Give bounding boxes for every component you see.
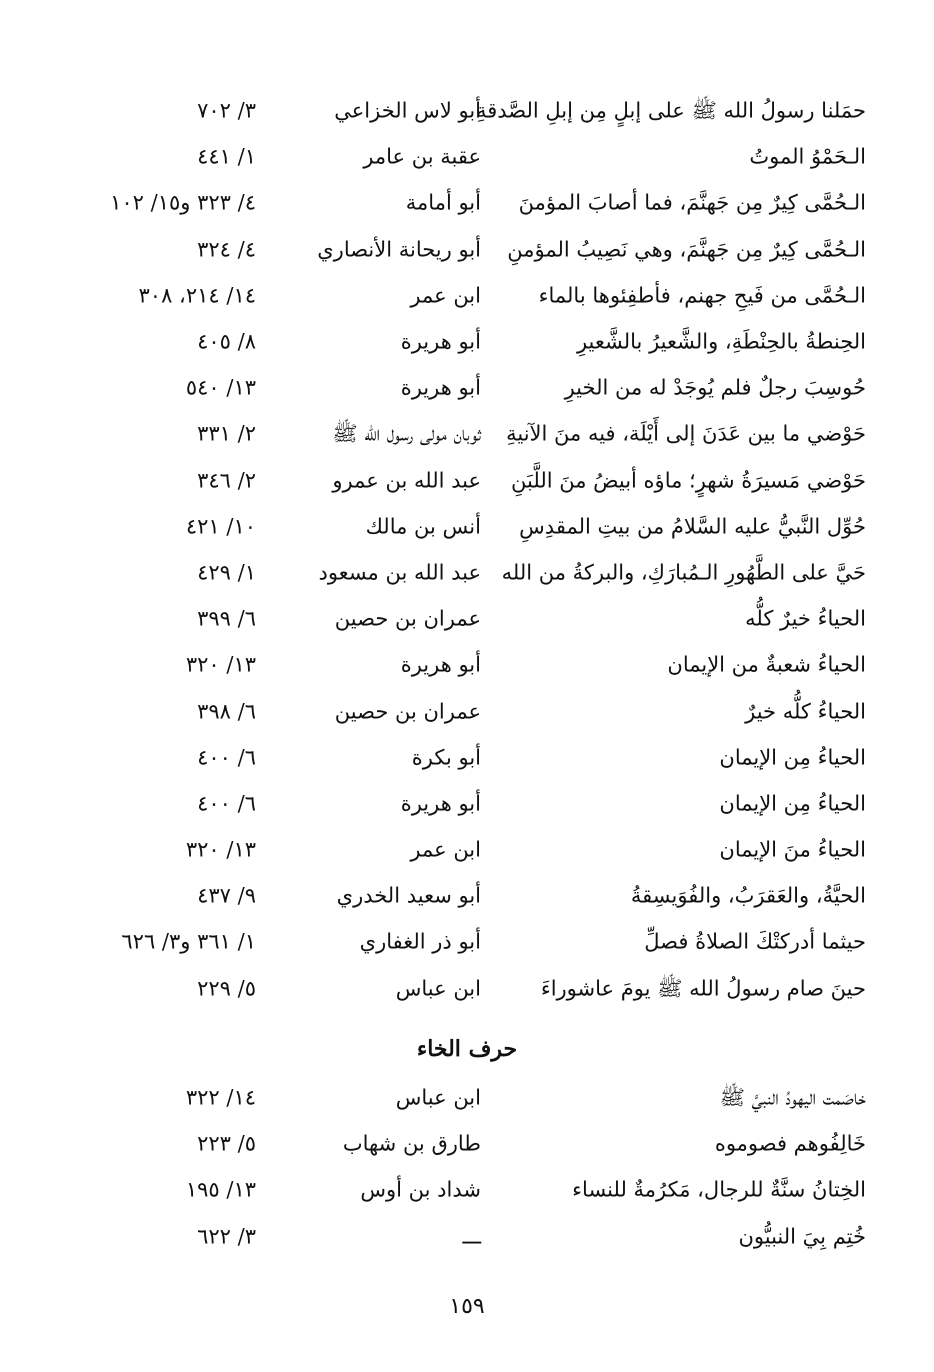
narrator-name: أبو هريرة [400,375,481,400]
volume-page-ref: ١/ ٤٢٩ [197,560,256,585]
section-heading: حرف الخاء [416,1036,518,1062]
index-row [0,504,934,550]
volume-page-ref: ٢/ ٣٤٦ [197,468,256,493]
index-row [0,365,934,411]
index-row [0,919,934,965]
narrator-name: عبد الله بن مسعود [318,560,481,585]
index-row [0,319,934,365]
volume-page-ref: ١٣/ ٣٢٠ [185,837,256,862]
hadith-text: الحياءُ منَ الإيمان [719,837,866,862]
index-row [0,735,934,781]
index-row [0,1167,934,1213]
volume-page-ref: ٦/ ٣٩٩ [197,606,256,631]
narrator-name: أبو سعيد الخدري [336,883,481,908]
narrator-name: عمران بن حصين [334,606,481,631]
narrator-name: أنس بن مالك [365,514,481,539]
narrator-name: ـــ [462,1224,481,1249]
narrator-name: ثوبان مولى رسول الله ﷺ [332,421,481,446]
narrator-name: عبد الله بن عمرو [332,468,481,493]
volume-page-ref: ٢/ ٣٣١ [197,421,256,446]
volume-page-ref: ١٤/ ٣٢٢ [185,1085,256,1110]
hadith-text: حمَلنا رسولُ الله ﷺ على إبلٍ مِن إبلِ الصَّدقةِ [475,98,866,123]
index-row [0,273,934,319]
hadith-index-list [0,88,934,1012]
hadith-text: الـحُمَّى كِيرٌ مِن جَهنَّمَ، فما أصابَ المؤمنَ [518,190,866,215]
index-row [0,411,934,457]
volume-page-ref: ٥/ ٢٢٩ [197,976,256,1001]
hadith-text: الحِنطةُ بالحِنْطَةِ، والشَّعيرُ بالشَّعيرِ [576,329,866,354]
index-row [0,1121,934,1167]
narrator-name: أبو لاس الخزاعي [334,98,481,123]
volume-page-ref: ٣/ ٦٢٢ [197,1224,256,1249]
narrator-name: ابن عمر [410,837,481,862]
narrator-name: أبو هريرة [400,329,481,354]
hadith-text: الحياءُ خيرٌ كلُّه [745,606,866,631]
index-row [0,88,934,134]
hadith-text: الحياءُ مِن الإيمان [719,745,866,770]
hadith-text: حَوْضي مَسيرَةُ شهرٍ؛ ماؤه أبيضُ منَ اللَّبَنِ [511,468,866,493]
narrator-name: شداد بن أوس [360,1177,481,1202]
index-row [0,227,934,273]
volume-page-ref: ١/ ٣٦١ و٣/ ٦٢٦ [121,929,256,954]
narrator-name: أبو هريرة [400,791,481,816]
volume-page-ref: ١٠/ ٤٢١ [185,514,256,539]
volume-page-ref: ١٣/ ٣٢٠ [185,652,256,677]
hadith-index-list-kha [0,1075,934,1260]
volume-page-ref: ١/ ٤٤١ [197,144,256,169]
hadith-text: حيثما أدركتْكَ الصلاةُ فصلِّ [644,929,866,954]
hadith-text: حينَ صام رسولُ الله ﷺ يومَ عاشوراءَ [540,976,866,1001]
narrator-name: أبو ذر الغفاري [359,929,481,954]
index-row [0,873,934,919]
hadith-text: حَوْضي ما بين عَدَنَ إلى أَيْلَة، فيه منَ الآنيةِ [506,421,866,446]
hadith-text: الخِتانُ سنَّةٌ للرجال، مَكرُمةٌ للنساء [572,1177,866,1202]
hadith-text: خَالِفُوهم فصوموه [714,1131,866,1156]
page-number: ١٥٩ [449,1294,485,1319]
hadith-text: حُوسِبَ رجلٌ فلم يُوجَدْ له من الخيرِ [564,375,866,400]
hadith-text: خاصَمت اليهودُ النبيَّ ﷺ [719,1085,866,1110]
hadith-text: خُتِم بِيَ النبيُّون [738,1224,866,1249]
volume-page-ref: ١٣/ ١٩٥ [185,1177,256,1202]
hadith-text: الحيَّةُ، والعَقرَبُ، والفُوَيسِقةُ [630,883,866,908]
volume-page-ref: ٦/ ٤٠٠ [197,745,256,770]
hadith-text: حَيَّ على الطَّهُورِ الـمُبارَكِ، والبركةُ من الله [501,560,866,585]
index-row [0,134,934,180]
hadith-text: الحياءُ مِن الإيمان [719,791,866,816]
index-row [0,596,934,642]
index-row [0,1075,934,1121]
volume-page-ref: ١٤/ ٢١٤، ٣٠٨ [138,283,256,308]
hadith-text: حُوِّل النَّبيُّ عليه السَّلامُ من بيتِ المقدِسِ [519,514,866,539]
volume-page-ref: ٣/ ٧٠٢ [197,98,256,123]
index-row [0,642,934,688]
narrator-name: أبو بكرة [411,745,481,770]
volume-page-ref: ٥/ ٢٢٣ [197,1131,256,1156]
index-row [0,550,934,596]
hadith-text: الـحُمَّى من فَيحِ جهنم، فأطفِئوها بالماء [538,283,866,308]
index-row [0,781,934,827]
hadith-text: الحياءُ شعبةٌ من الإيمان [667,652,866,677]
narrator-name: ابن عباس [395,976,481,1001]
index-row [0,180,934,226]
narrator-name: عمران بن حصين [334,699,481,724]
index-row [0,688,934,734]
index-row [0,1214,934,1260]
narrator-name: أبو ريحانة الأنصاري [317,237,481,262]
narrator-name: ابن عمر [410,283,481,308]
hadith-text: الـحُمَّى كِيرٌ مِن جَهنَّمَ، وهي نَصِيبُ المؤمنِ [507,237,866,262]
index-row [0,966,934,1012]
volume-page-ref: ٤/ ٣٢٣ و١٥/ ١٠٢ [110,190,256,215]
narrator-name: ابن عباس [395,1085,481,1110]
volume-page-ref: ٩/ ٤٣٧ [197,883,256,908]
volume-page-ref: ٤/ ٣٢٤ [197,237,256,262]
narrator-name: أبو هريرة [400,652,481,677]
narrator-name: عقبة بن عامر [363,144,481,169]
volume-page-ref: ٦/ ٣٩٨ [197,699,256,724]
narrator-name: طارق بن شهاب [342,1131,481,1156]
hadith-text: الـحَمْوُ الموتُ [749,144,866,169]
volume-page-ref: ٦/ ٤٠٠ [197,791,256,816]
hadith-text: الحياءُ كلُّه خيرٌ [745,699,866,724]
index-row [0,827,934,873]
narrator-name: أبو أمامة [405,190,481,215]
volume-page-ref: ٨/ ٤٠٥ [197,329,256,354]
index-row [0,458,934,504]
volume-page-ref: ١٣/ ٥٤٠ [185,375,256,400]
